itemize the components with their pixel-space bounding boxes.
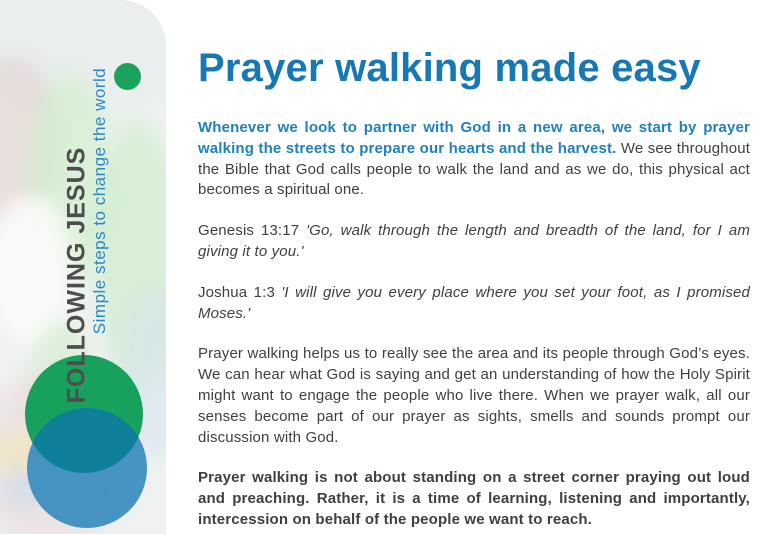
page-title: Prayer walking made easy [198,46,701,90]
verse-reference: Joshua 1:3 [198,283,275,301]
intro-lead-emphasis: Whenever we look to partner with God in a new area, we start by prayer walking the streets to prepare our hearts and the harvest. [198,119,750,157]
verse-joshua [198,283,750,325]
verse-quote: 'I will give you every place where you set your foot, as I promised Moses.' [198,283,750,322]
brand-title-vertical: FOLLOWING JESUS [62,146,91,404]
paragraph-closing-emphasis: Prayer walking is not about standing on a street corner praying out loud and preaching. Rather, it is a time of learning, listening and importantly, intercession on behalf of the people we want to reach. [198,469,750,528]
verse-quote: 'Go, walk through the length and breadth of the land, for I am giving it to you.' [198,222,750,260]
main-content [198,46,750,531]
verse-genesis [198,221,750,263]
paragraph-intro [198,118,750,201]
green-dot-decoration [114,63,141,90]
verse-reference: Genesis 13:17 [198,222,300,240]
intro-rest-text: We see throughout the Bible that God calls people to walk the land and as we do, this physical act becomes a spiritual one. [198,139,751,199]
paragraph-body: Prayer walking helps us to really see the area and its people through God’s eyes. We can hear what God is saying and get an understanding of how the Holy Spirit might want to engage the people who live there. When we prayer walk, all our senses become part of our prayer as sights, smells and sounds prompt our discussion with God. [198,345,750,446]
brand-tagline-vertical: Simple steps to change the world [90,67,109,335]
